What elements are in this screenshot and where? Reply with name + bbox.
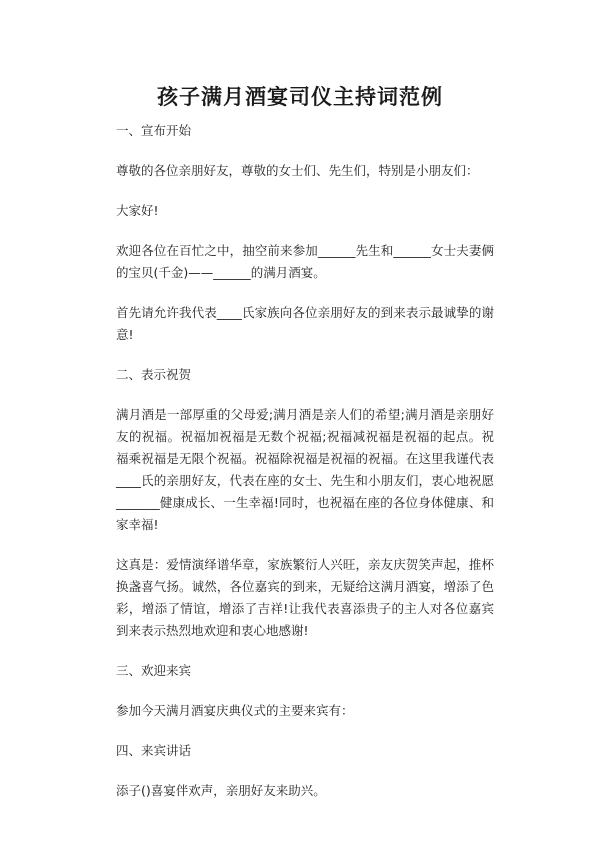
section-heading-1: 一、宣布开始 — [116, 123, 192, 138]
closing-paragraph: 添子()喜宴伴欢声，亲朋好友来助兴。 — [116, 783, 326, 798]
thanks-paragraph: 首先请允许我代表____氏家族向各位亲朋好友的到来表示最诚挚的谢意! — [116, 305, 494, 342]
document-title: 孩子满月酒宴司仪主持词范例 — [157, 85, 443, 109]
section-heading-4: 四、来宾讲话 — [116, 743, 192, 758]
poem-paragraph: 这真是：爱情演绎谱华章，家族繁衍人兴旺，亲友庆贺笑声起，推杯换盏喜气扬。诚然，各位嘉宾的到来，无疑给这满月酒宴，增添了色彩，增添了情谊，增添了吉祥!让我代表喜添贵子的主人对各位嘉宾到来表示热烈地欢迎和衷心地感谢! — [116, 557, 494, 638]
guests-paragraph: 参加今天满月酒宴庆典仪式的主要来宾有： — [116, 703, 354, 718]
welcome-paragraph: 欢迎各位在百忙之中，抽空前来参加______先生和______女士夫妻俩的宝贝(千金)——______的满月酒宴。 — [116, 243, 494, 280]
document-body — [116, 120, 494, 802]
section-heading-3: 三、欢迎来宾 — [116, 663, 192, 678]
blessing-paragraph: 满月酒是一部厚重的父母爱;满月酒是亲人们的希望;满月酒是亲朋好友的祝福。祝福加祝福是无数个祝福;祝福减祝福是祝福的起点。祝福乘祝福是无限个祝福。祝福除祝福是祝福的祝福。在这里我谨代表____氏的亲朋好友，代表在座的女士、先生和小朋友们，衷心地祝愿_______健康成长、一生幸福!同时，也祝福在座的各位身体健康、和家幸福! — [116, 407, 494, 532]
section-heading-2: 二、表示祝贺 — [116, 367, 192, 382]
hello-paragraph: 大家好! — [116, 203, 159, 218]
greeting-paragraph: 尊敬的各位亲朋好友，尊敬的女士们、先生们，特别是小朋友们： — [116, 163, 479, 178]
